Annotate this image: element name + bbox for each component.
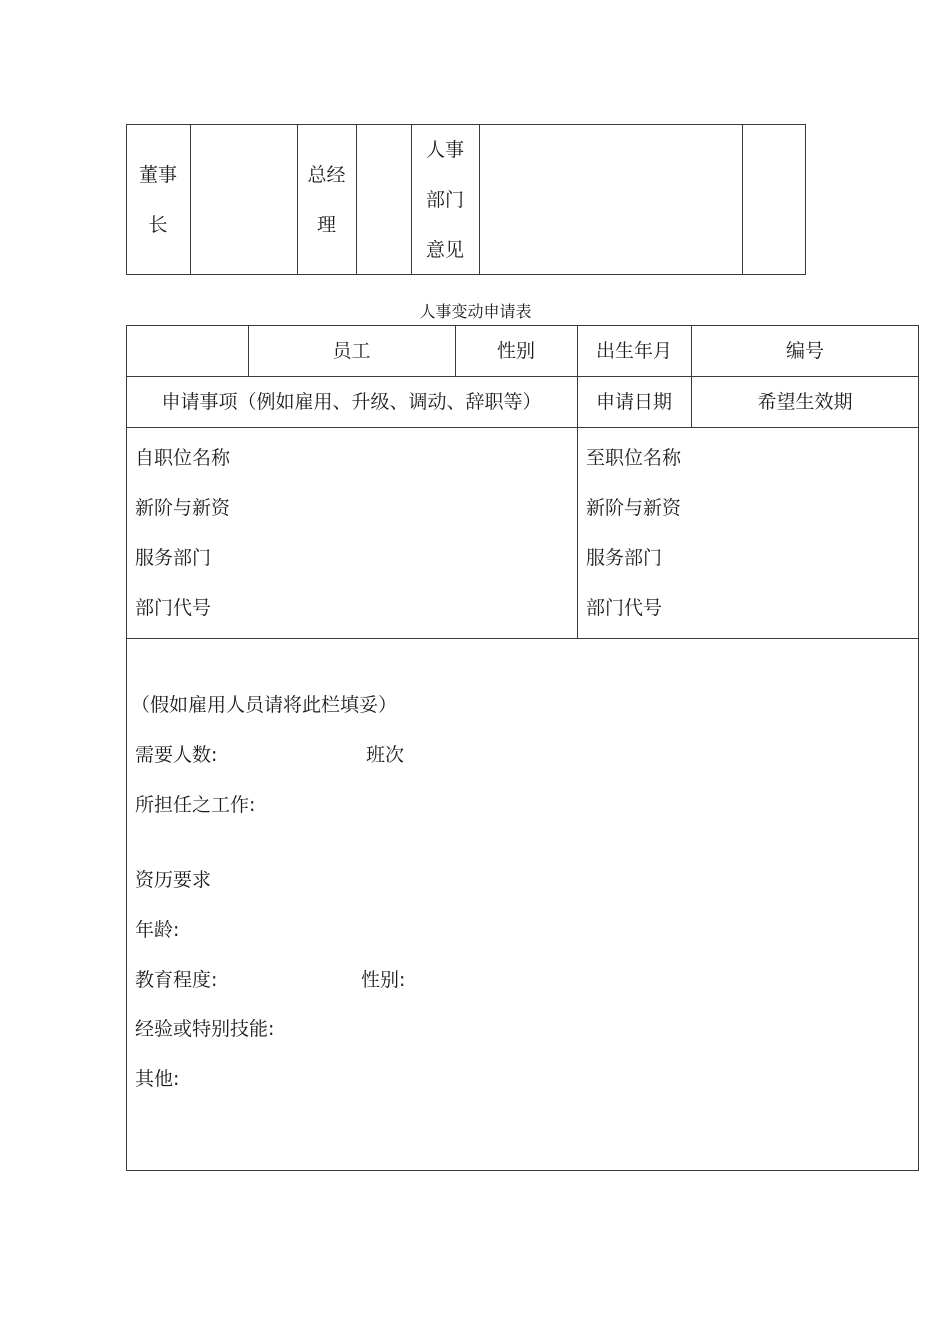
chairman-label-line1: 董事 xyxy=(138,164,177,186)
effective-date-label: 希望生效期 xyxy=(757,391,853,413)
hire-note: （假如雇用人员请将此栏填妥） xyxy=(131,694,398,716)
approval-divider xyxy=(297,124,298,275)
from-department-code: 部门代号 xyxy=(135,597,212,619)
gender-label: 性别 xyxy=(496,340,535,362)
to-department-code: 部门代号 xyxy=(586,597,663,619)
form-title: 人事变动申请表 xyxy=(419,302,532,321)
gm-label-line1: 总经 xyxy=(307,164,346,186)
from-position-title: 自职位名称 xyxy=(135,447,231,469)
hr-opinion-field[interactable] xyxy=(480,125,741,274)
request-date-label: 申请日期 xyxy=(595,391,672,413)
employee-name-field[interactable] xyxy=(127,326,247,376)
hr-label-line1: 人事 xyxy=(425,139,464,161)
hire-gender-label: 性别: xyxy=(361,969,406,991)
headcount-label: 需要人数: xyxy=(135,744,218,766)
row-divider xyxy=(126,638,919,639)
age-label: 年龄: xyxy=(135,919,180,941)
gm-sign-field[interactable] xyxy=(357,125,410,274)
to-position-title: 至职位名称 xyxy=(586,447,682,469)
col-divider xyxy=(577,325,578,638)
chairman-label-line2: 长 xyxy=(148,214,168,236)
to-department: 服务部门 xyxy=(586,547,663,569)
request-item-label: 申请事项（例如雇用、升级、调动、辞职等） xyxy=(161,391,542,413)
birth-date-label: 出生年月 xyxy=(595,340,672,362)
employee-label: 员工 xyxy=(332,340,371,362)
chairman-sign-field[interactable] xyxy=(191,125,296,274)
to-rank-salary: 新阶与新资 xyxy=(586,497,682,519)
hr-label-line3: 意见 xyxy=(425,239,464,261)
hr-label-line2: 部门 xyxy=(425,189,464,211)
duties-label: 所担任之工作: xyxy=(135,794,256,816)
hr-sign-field[interactable] xyxy=(743,125,805,274)
from-department: 服务部门 xyxy=(135,547,212,569)
from-rank-salary: 新阶与新资 xyxy=(135,497,231,519)
gm-label-line2: 理 xyxy=(316,214,336,236)
change-form-table xyxy=(126,325,919,1171)
qualifications-heading: 资历要求 xyxy=(135,869,212,891)
row-divider xyxy=(126,427,919,428)
row-divider xyxy=(126,376,919,377)
employee-number-label: 编号 xyxy=(785,340,824,362)
other-label: 其他: xyxy=(135,1068,180,1090)
shift-label: 班次 xyxy=(366,744,405,766)
education-label: 教育程度: xyxy=(135,969,218,991)
experience-label: 经验或特别技能: xyxy=(135,1018,275,1040)
